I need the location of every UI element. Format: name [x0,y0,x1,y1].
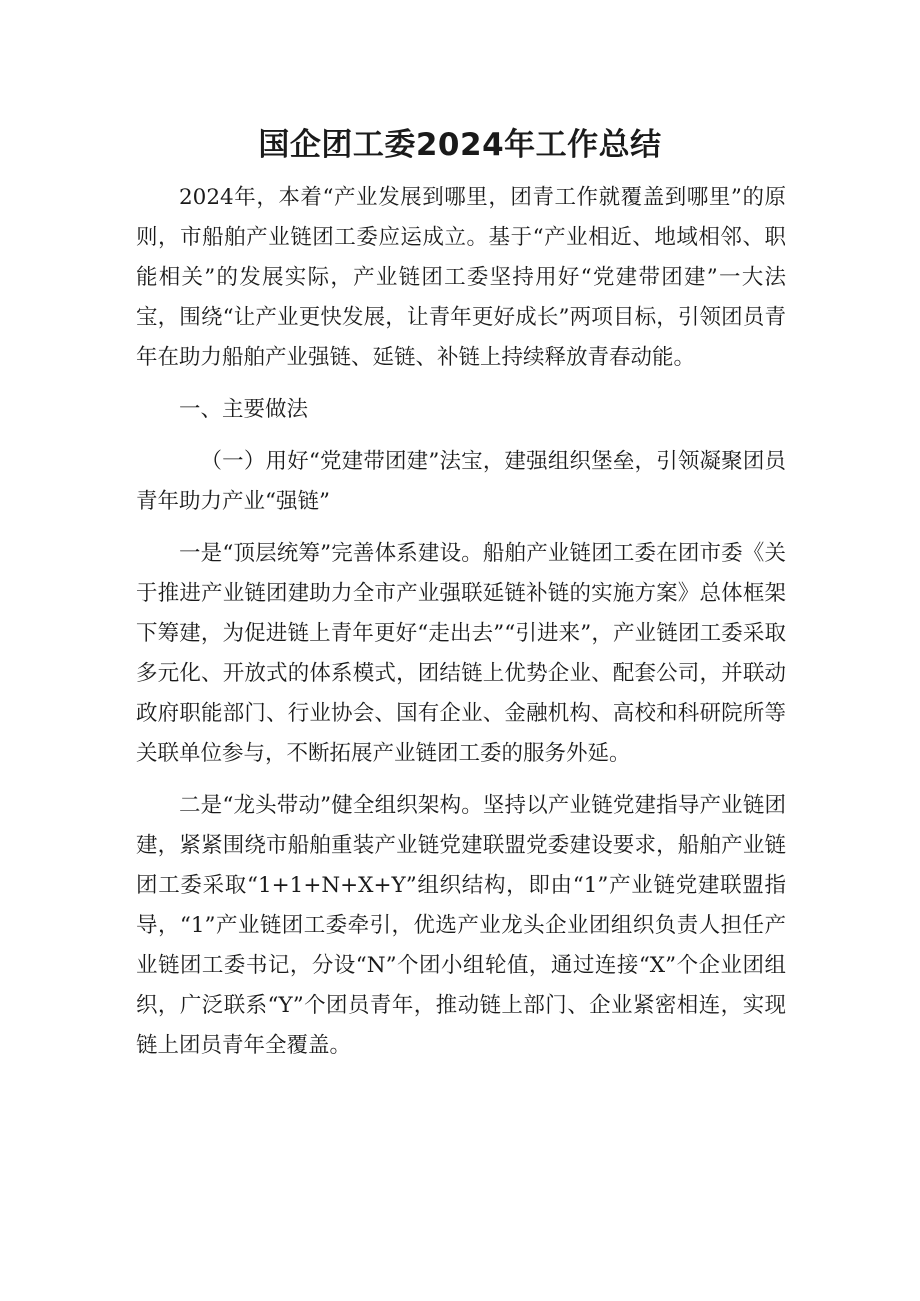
document-body [136,178,786,1078]
subsection-heading-1: （一）用好“党建带团建”法宝，建强组织堡垒，引领凝聚团员青年助力产业“强链” [136,449,786,514]
section-heading-main-methods: 一、主要做法 [179,397,309,422]
document-title: 国企团工委2024年工作总结 [258,127,662,163]
intro-paragraph: 2024年，本着“产业发展到哪里，团青工作就覆盖到哪里”的原则，市船舶产业链团工委应运成立。基于“产业相近、地域相邻、职能相关”的发展实际，产业链团工委坚持用好“党建带团建”一大法宝，围绕“让产业更快发展，让青年更好成长”两项目标，引领团员青年在助力船舶产业强链、延链、补链上持续释放青春动能。 [136,185,786,370]
paragraph-leading-drive: 二是“龙头带动”健全组织架构。坚持以产业链党建指导产业链团建，紧紧围绕市船舶重装产业链党建联盟党委建设要求，船舶产业链团工委采取“1+1+N+X+Y”组织结构，即由“1”产业链党建联盟指导，“1”产业链团工委牵引，优选产业龙头企业团组织负责人担任产业链团工委书记，分设“N”个团小组轮值，通过连接“X”个企业团组织，广泛联系“Y”个团员青年，推动链上部门、企业紧密相连，实现链上团员青年全覆盖。 [136,793,786,1058]
paragraph-top-level-planning: 一是“顶层统筹”完善体系建设。船舶产业链团工委在团市委《关于推进产业链团建助力全市产业强联延链补链的实施方案》总体框架下筹建，为促进链上青年更好“走出去”“引进来”，产业链团工委采取多元化、开放式的体系模式，团结链上优势企业、配套公司，并联动政府职能部门、行业协会、国有企业、金融机构、高校和科研院所等关联单位参与，不断拓展产业链团工委的服务外延。 [136,541,786,766]
